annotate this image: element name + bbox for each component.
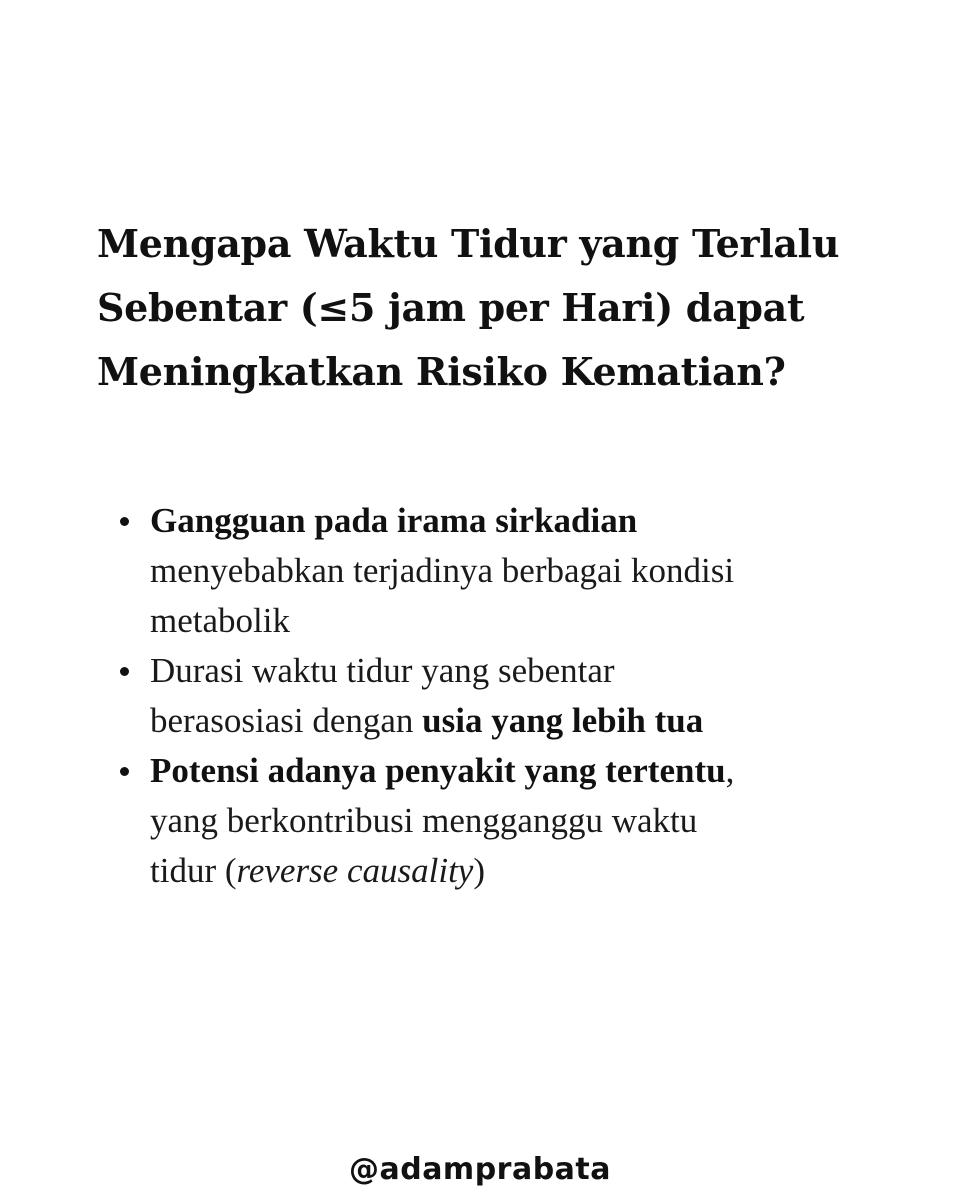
bullet-3-line-3-post: ) [473, 851, 485, 890]
bullet-3-line-2: yang berkontribusi mengganggu waktu [150, 801, 698, 840]
list-item [150, 496, 870, 646]
author-handle: @adamprabata [348, 1152, 612, 1187]
bullet-dot-icon [120, 767, 129, 776]
bullet-2-bold: usia yang lebih tua [422, 701, 704, 740]
list-item [150, 746, 870, 896]
bullet-1-bold: Gangguan pada irama sirkadian [150, 501, 638, 540]
bullet-2-line-2-pre: berasosiasi dengan [150, 701, 423, 740]
bullet-3-comma: , [725, 751, 735, 790]
bullet-dot-icon [120, 667, 129, 676]
list-item [150, 646, 870, 746]
title-line-1: Mengapa Waktu Tidur yang Terlalu [97, 221, 840, 266]
bullet-list [150, 496, 870, 896]
bullet-2-line-1: Durasi waktu tidur yang sebentar [150, 651, 615, 690]
bullet-3-line-3-pre: tidur ( [150, 851, 237, 890]
bullet-dot-icon [120, 517, 129, 526]
title-line-3: Meningkatkan Risiko Kematian? [97, 349, 786, 394]
page-title [97, 212, 877, 404]
title-line-2: Sebentar (≤5 jam per Hari) dapat [97, 285, 805, 330]
bullet-1-line-3: metabolik [150, 601, 290, 640]
bullet-1-line-2: menyebabkan terjadinya berbagai kondisi [150, 551, 735, 590]
bullet-3-bold: Potensi adanya penyakit yang tertentu [150, 751, 726, 790]
bullet-3-italic: reverse causality [236, 851, 474, 890]
